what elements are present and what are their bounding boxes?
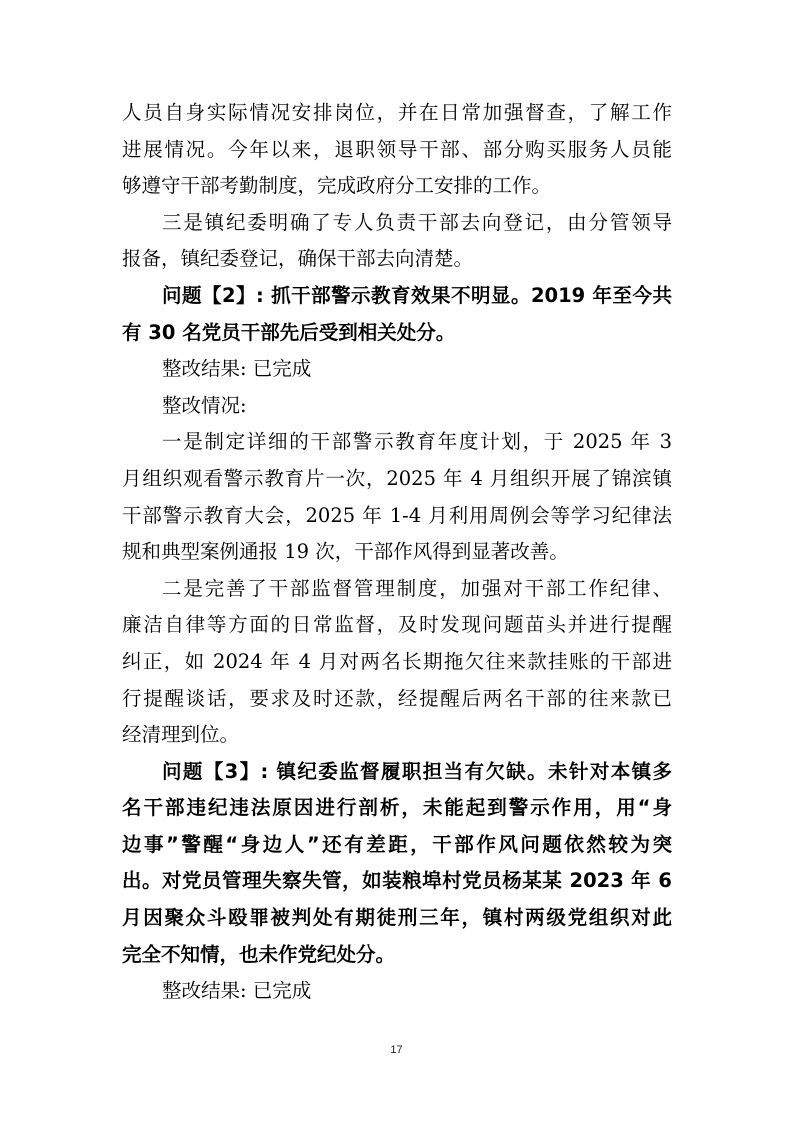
page-number: 17 [390,1044,403,1056]
paragraph-line: 经清理到位。 [122,723,240,747]
paragraph-line: 干部警示教育大会，2025 年 1-4 月利用周例会等学习纪律法 [122,503,672,527]
issue-heading-line: 边事”警醒“身边人”还有差距，干部作风问题依然较为突 [122,832,672,856]
issue-heading-line: 有 30 名党员干部先后受到相关处分。 [122,320,456,344]
paragraph-line: 整改情况: [162,393,247,417]
paragraph-line: 报备，镇纪委登记，确保干部去向清楚。 [122,247,474,271]
paragraph-line: 二是完善了干部监督管理制度，加强对干部工作纪律、 [162,576,672,600]
paragraph-line: 廉洁自律等方面的日常监督，及时发现问题苗头并进行提醒 [122,613,672,637]
paragraph-line: 人员自身实际情况安排岗位，并在日常加强督查，了解工作 [122,101,672,124]
paragraph-line: 纠正，如 2024 年 4 月对两名长期拖欠往来款挂账的干部进 [122,649,672,673]
issue-heading-line: 名干部违纪违法原因进行剖析，未能起到警示作用，用“身 [122,796,672,820]
paragraph-line: 三是镇纪委明确了专人负责干部去向登记，由分管领导 [162,210,672,234]
paragraph-line: 一是制定详细的干部警示教育年度计划，于 2025 年 3 [162,430,672,454]
paragraph-line: 整改结果: 已完成 [162,979,312,1003]
paragraph-line: 行提醒谈话，要求及时还款，经提醒后两名干部的往来款已 [122,686,672,710]
document-body [122,95,672,1010]
paragraph-line: 进展情况。今年以来，退职领导干部、部分购买服务人员能 [122,137,672,161]
paragraph-line: 月组织观看警示教育片一次，2025 年 4 月组织开展了锦滨镇 [122,466,672,490]
issue-heading-line: 问题【2】: 抓干部警示教育效果不明显。2019 年至今共 [162,283,672,307]
issue-heading-line: 问题【3】: 镇纪委监督履职担当有欠缺。未针对本镇多 [162,759,672,783]
issue-heading-line: 月因聚众斗殴罪被判处有期徒刑三年，镇村两级党组织对此 [122,906,672,930]
paragraph-line: 够遵守干部考勤制度，完成政府分工安排的工作。 [122,174,552,198]
paragraph-line: 整改结果: 已完成 [162,357,312,381]
issue-heading-line: 完全不知情，也未作党纪处分。 [122,942,396,966]
issue-heading-line: 出。对党员管理失察失管，如装粮埠村党员杨某某 2023 年 6 [122,869,672,893]
paragraph-line: 规和典型案例通报 19 次，干部作风得到显著改善。 [122,540,569,564]
